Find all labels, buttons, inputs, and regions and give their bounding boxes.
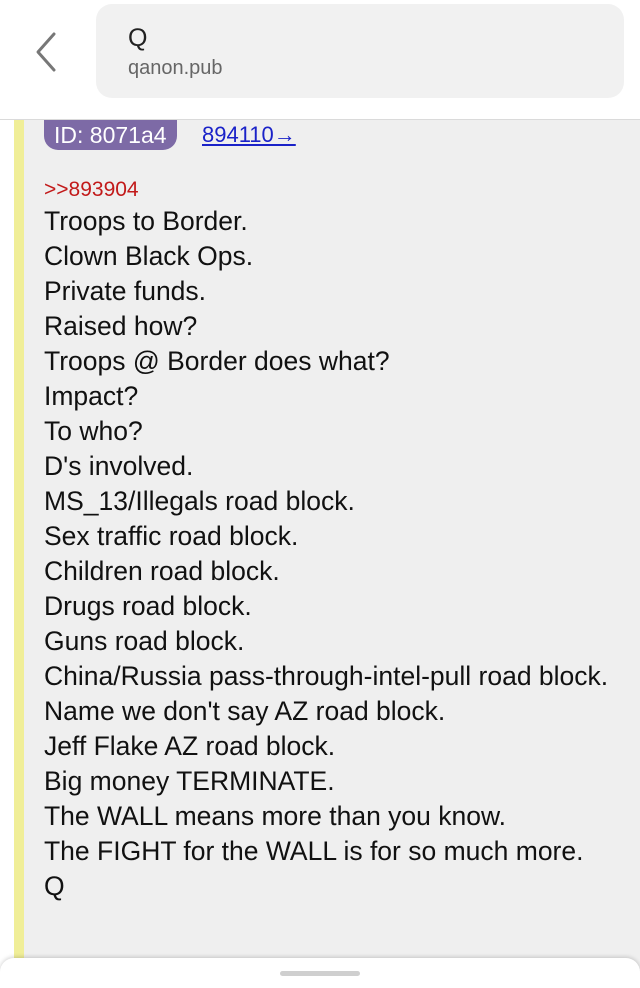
post-line: Sex traffic road block. — [44, 521, 299, 551]
post-line: Name we don't say AZ road block. — [44, 696, 446, 726]
post-number-link[interactable]: 894110→ — [202, 122, 296, 147]
post-line: Troops to Border. — [44, 206, 248, 236]
chevron-left-icon — [26, 28, 66, 76]
post-line: D's involved. — [44, 451, 194, 481]
back-button[interactable] — [26, 28, 66, 76]
post-line: Troops @ Border does what? — [44, 346, 390, 376]
post-line: China/Russia pass-through-intel-pull road block. — [44, 661, 609, 691]
post-line: Q — [44, 871, 65, 901]
post-line: Children road block. — [44, 556, 280, 586]
address-bar[interactable] — [96, 4, 624, 98]
bottom-sheet[interactable] — [0, 958, 640, 988]
post-line: Guns road block. — [44, 626, 245, 656]
page-content — [0, 120, 640, 977]
reply-reference-link[interactable]: >>893904 — [44, 178, 139, 201]
post-line: To who? — [44, 416, 143, 446]
sheet-drag-handle[interactable] — [280, 971, 360, 976]
post-line: Jeff Flake AZ road block. — [44, 731, 336, 761]
post-line: Big money TERMINATE. — [44, 766, 335, 796]
top-bar — [0, 0, 640, 120]
site-title: Q — [128, 24, 148, 52]
post-card — [14, 120, 640, 977]
post-line: Private funds. — [44, 276, 207, 306]
post-line: Drugs road block. — [44, 591, 252, 621]
post-line: Impact? — [44, 381, 139, 411]
post-line: Clown Black Ops. — [44, 241, 254, 271]
post-line: Raised how? — [44, 311, 198, 341]
poster-id-badge[interactable]: ID: 8071a4 — [44, 120, 177, 150]
post-line: MS_13/Illegals road block. — [44, 486, 355, 516]
post-body — [44, 204, 634, 904]
post-line: The WALL means more than you know. — [44, 801, 507, 831]
post-line: The FIGHT for the WALL is for so much more. — [44, 836, 584, 866]
site-host: qanon.pub — [128, 57, 223, 79]
